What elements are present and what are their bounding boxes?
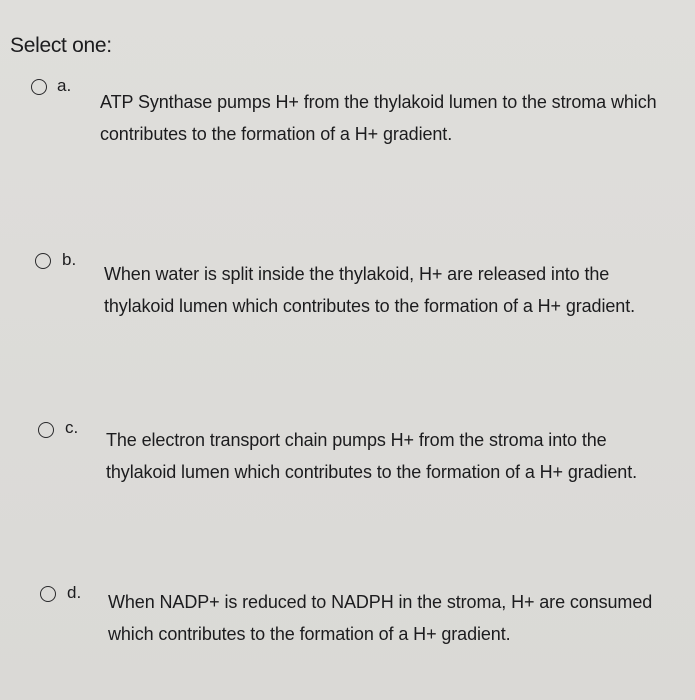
answer-option-b[interactable]: [0, 243, 695, 363]
option-letter-b: b.: [62, 250, 77, 269]
option-letter-a: a.: [57, 76, 72, 95]
option-letter-c: c.: [65, 418, 79, 437]
answer-option-d[interactable]: [0, 577, 695, 697]
answer-option-c[interactable]: [0, 412, 695, 532]
option-text-b[interactable]: When water is split inside the thylakoid, H+ are released into the thylakoid lumen which contributes to the formation of a H+ gradient.: [104, 264, 635, 316]
option-letter-d: d.: [67, 583, 82, 602]
answer-option-a[interactable]: [0, 70, 695, 190]
radio-button-c[interactable]: [38, 422, 54, 438]
option-text-c[interactable]: The electron transport chain pumps H+ from the stroma into the thylakoid lumen which contributes to the formation of a H+ gradient.: [106, 430, 637, 482]
option-text-a[interactable]: ATP Synthase pumps H+ from the thylakoid lumen to the stroma which contributes to the formation of a H+ gradient.: [100, 92, 657, 144]
radio-button-a[interactable]: [31, 79, 47, 95]
radio-button-d[interactable]: [40, 586, 56, 602]
option-text-d[interactable]: When NADP+ is reduced to NADPH in the stroma, H+ are consumed which contributes to the formation of a H+ gradient.: [108, 592, 653, 644]
select-one-prompt: Select one:: [10, 34, 112, 57]
radio-button-b[interactable]: [35, 253, 51, 269]
